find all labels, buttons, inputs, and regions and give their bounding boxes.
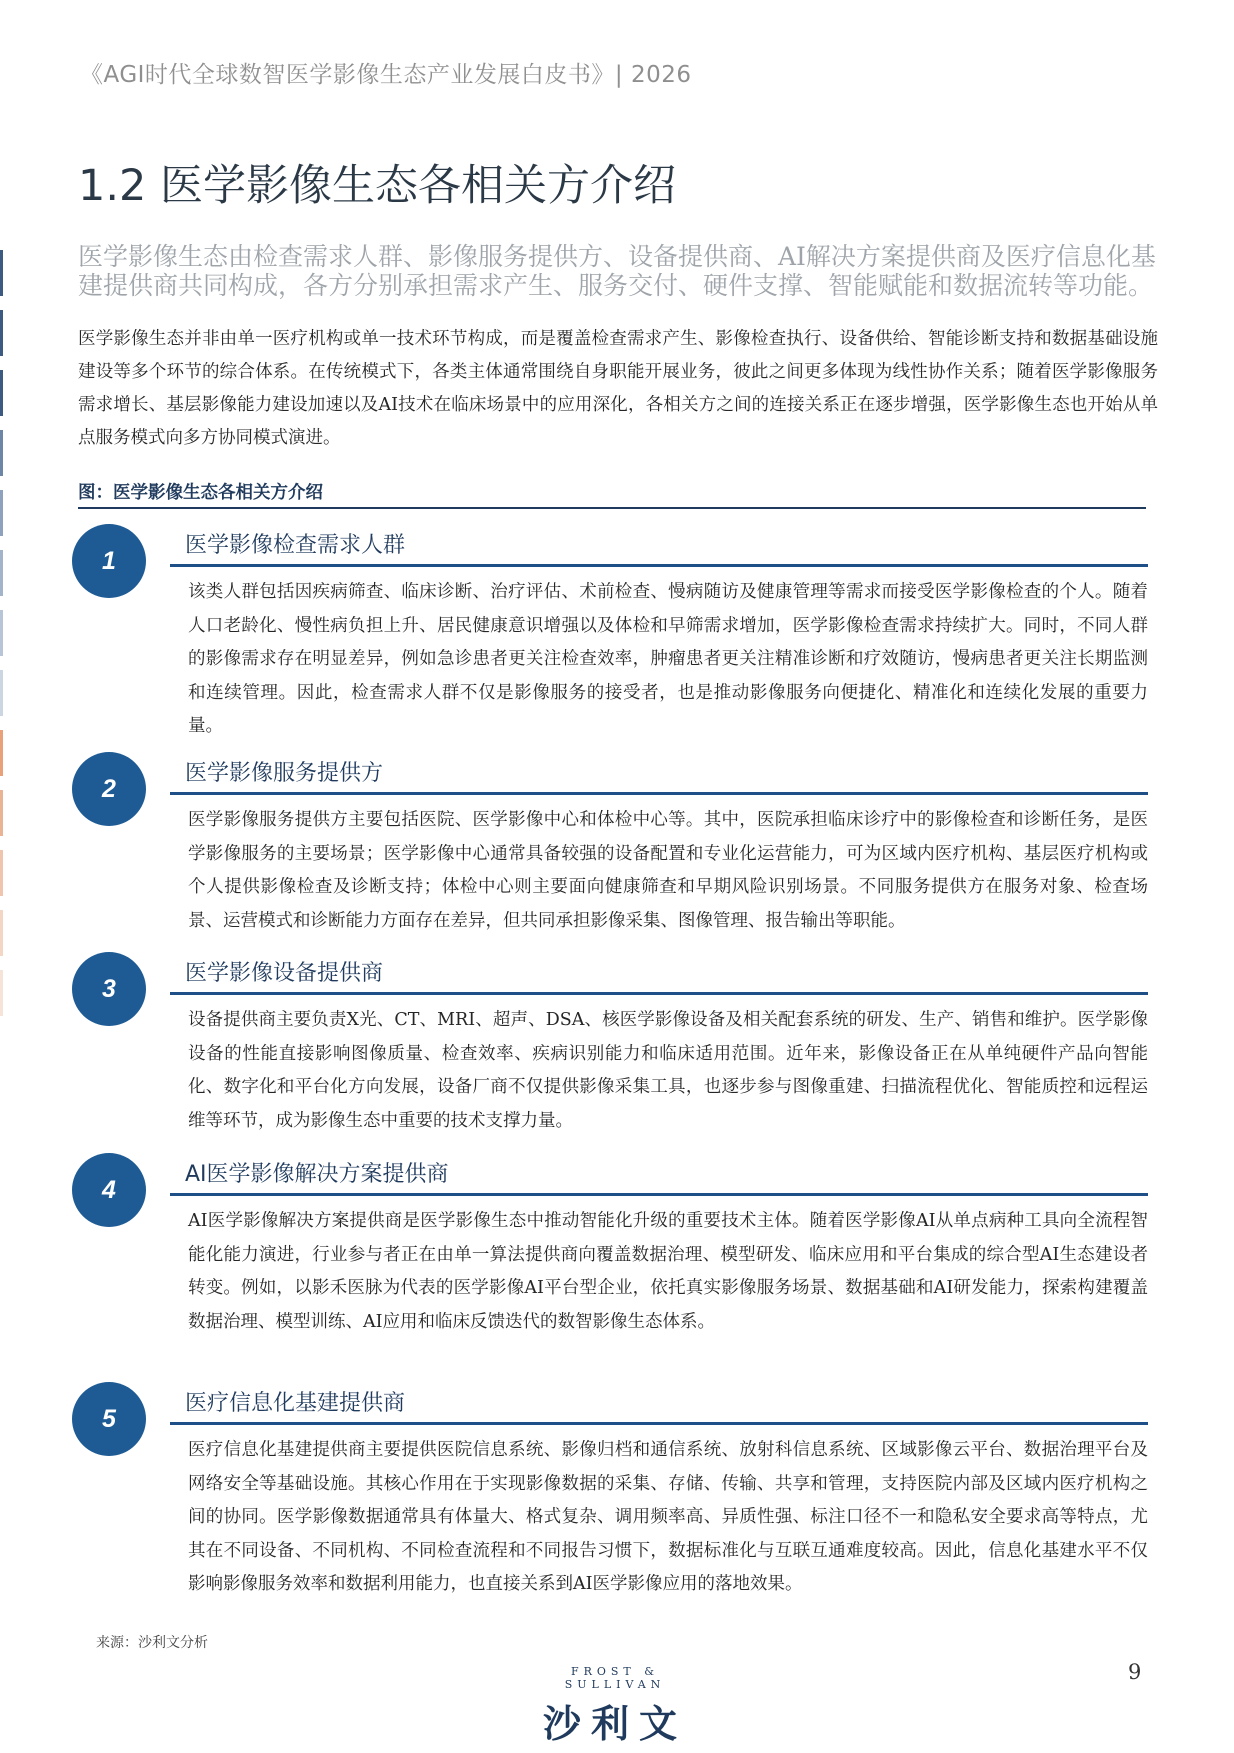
source-note: 来源：沙利文分析 bbox=[96, 1635, 208, 1651]
party-rule bbox=[170, 1193, 1148, 1196]
party-rule bbox=[170, 1422, 1148, 1425]
figure-caption: 图：医学影像生态各相关方介绍 bbox=[78, 483, 323, 503]
running-header: 《AGI时代全球数智医学影像生态产业发展白皮书》| 2026 bbox=[80, 62, 692, 88]
party-rule bbox=[170, 992, 1148, 995]
party-description: 医疗信息化基建提供商主要提供医院信息系统、影像归档和通信系统、放射科信息系统、区域影像云平台、数据治理平台及网络安全等基础设施。其核心作用在于实现影像数据的采集、存储、传输、共享和管理，支持医院内部及区域内医疗机构之间的协同。医学影像数据通常具有体量大、格式复杂、调用频率高、异质性强、标注口径不一和隐私安全要求高等特点，尤其在不同设备、不同机构、不同检查流程和不同报告习惯下，数据标准化与互联互通难度较高。因此，信息化基建水平不仅影响影像服务效率和数据利用能力，也直接关系到AI医学影像应用的落地效果。 bbox=[188, 1440, 1148, 1594]
party-title: 医疗信息化基建提供商 bbox=[185, 1391, 406, 1416]
logo-chinese: 沙利文 bbox=[542, 1702, 687, 1746]
party-description: 该类人群包括因疾病筛查、临床诊断、治疗评估、术前检查、慢病随访及健康管理等需求而接受医学影像检查的个人。随着人口老龄化、慢性病负担上升、居民健康意识增强以及体检和早筛需求增加，医学影像检查需求持续扩大。同时，不同人群的影像需求存在明显差异，例如急诊患者更关注检查效率，肿瘤患者更关注精准诊断和疗效随访，慢病患者更关注长期监测和连续管理。因此，检查需求人群不仅是影像服务的接受者，也是推动影像服务向便捷化、精准化和连续化发展的重要力量。 bbox=[188, 582, 1148, 736]
party-description: 设备提供商主要负责X光、CT、MRI、超声、DSA、核医学影像设备及相关配套系统的研发、生产、销售和维护。医学影像设备的性能直接影响图像质量、检查效率、疾病识别能力和临床适用范围。近年来，影像设备正在从单纯硬件产品向智能化、数字化和平台化方向发展，设备厂商不仅提供影像采集工具，也逐步参与图像重建、扫描流程优化、智能质控和远程运维等环节，成为影像生态中重要的技术支撑力量。 bbox=[188, 1010, 1148, 1131]
edge-decoration bbox=[0, 250, 4, 1030]
page-number: 9 bbox=[1128, 1660, 1142, 1684]
section-lede: 医学影像生态由检查需求人群、影像服务提供方、设备提供商、AI解决方案提供商及医疗信息化基建提供商共同构成，各方分别承担需求产生、服务交付、硬件支撑、智能赋能和数据流转等功能。 bbox=[78, 242, 1156, 300]
party-rule bbox=[170, 792, 1148, 795]
party-description: 医学影像服务提供方主要包括医院、医学影像中心和体检中心等。其中，医院承担临床诊疗中的影像检查和诊断任务，是医学影像服务的主要场景；医学影像中心通常具备较强的设备配置和专业化运营能力，可为区域内医疗机构、基层医疗机构或个人提供影像检查及诊断支持；体检中心则主要面向健康筛查和早期风险识别场景。不同服务提供方在服务对象、检查场景、运营模式和诊断能力方面存在差异，但共同承担影像采集、图像管理、报告输出等职能。 bbox=[188, 810, 1148, 931]
party-number-badge: 5 bbox=[72, 1382, 146, 1456]
section-title: 1.2 医学影像生态各相关方介绍 bbox=[78, 161, 677, 211]
party-number-badge: 3 bbox=[72, 952, 146, 1026]
party-number-badge: 1 bbox=[72, 524, 146, 598]
party-title: AI医学影像解决方案提供商 bbox=[185, 1162, 449, 1187]
intro-paragraph: 医学影像生态并非由单一医疗机构或单一技术环节构成，而是覆盖检查需求产生、影像检查执行、设备供给、智能诊断支持和数据基础设施建设等多个环节的综合体系。在传统模式下，各类主体通常围绕自身职能开展业务，彼此之间更多体现为线性协作关系；随着医学影像服务需求增长、基层影像能力建设加速以及AI技术在临床场景中的应用深化，各相关方之间的连接关系正在逐步增强，医学影像生态也开始从单点服务模式向多方协同模式演进。 bbox=[78, 329, 1158, 448]
frost-sullivan-logo bbox=[520, 1665, 710, 1748]
party-title: 医学影像服务提供方 bbox=[185, 761, 384, 786]
party-rule bbox=[170, 564, 1148, 567]
party-number-badge: 4 bbox=[72, 1153, 146, 1227]
party-title: 医学影像检查需求人群 bbox=[185, 533, 406, 558]
party-title: 医学影像设备提供商 bbox=[185, 961, 384, 986]
party-number-badge: 2 bbox=[72, 752, 146, 826]
figure-rule bbox=[78, 507, 1146, 509]
logo-english: FROST & SULLIVAN bbox=[564, 1665, 666, 1691]
party-description: AI医学影像解决方案提供商是医学影像生态中推动智能化升级的重要技术主体。随着医学影像AI从单点病种工具向全流程智能化能力演进，行业参与者正在由单一算法提供商向覆盖数据治理、模型研发、临床应用和平台集成的综合型AI生态建设者转变。例如，以影禾医脉为代表的医学影像AI平台型企业，依托真实影像服务场景、数据基础和AI研发能力，探索构建覆盖数据治理、模型训练、AI应用和临床反馈迭代的数智影像生态体系。 bbox=[188, 1211, 1148, 1332]
